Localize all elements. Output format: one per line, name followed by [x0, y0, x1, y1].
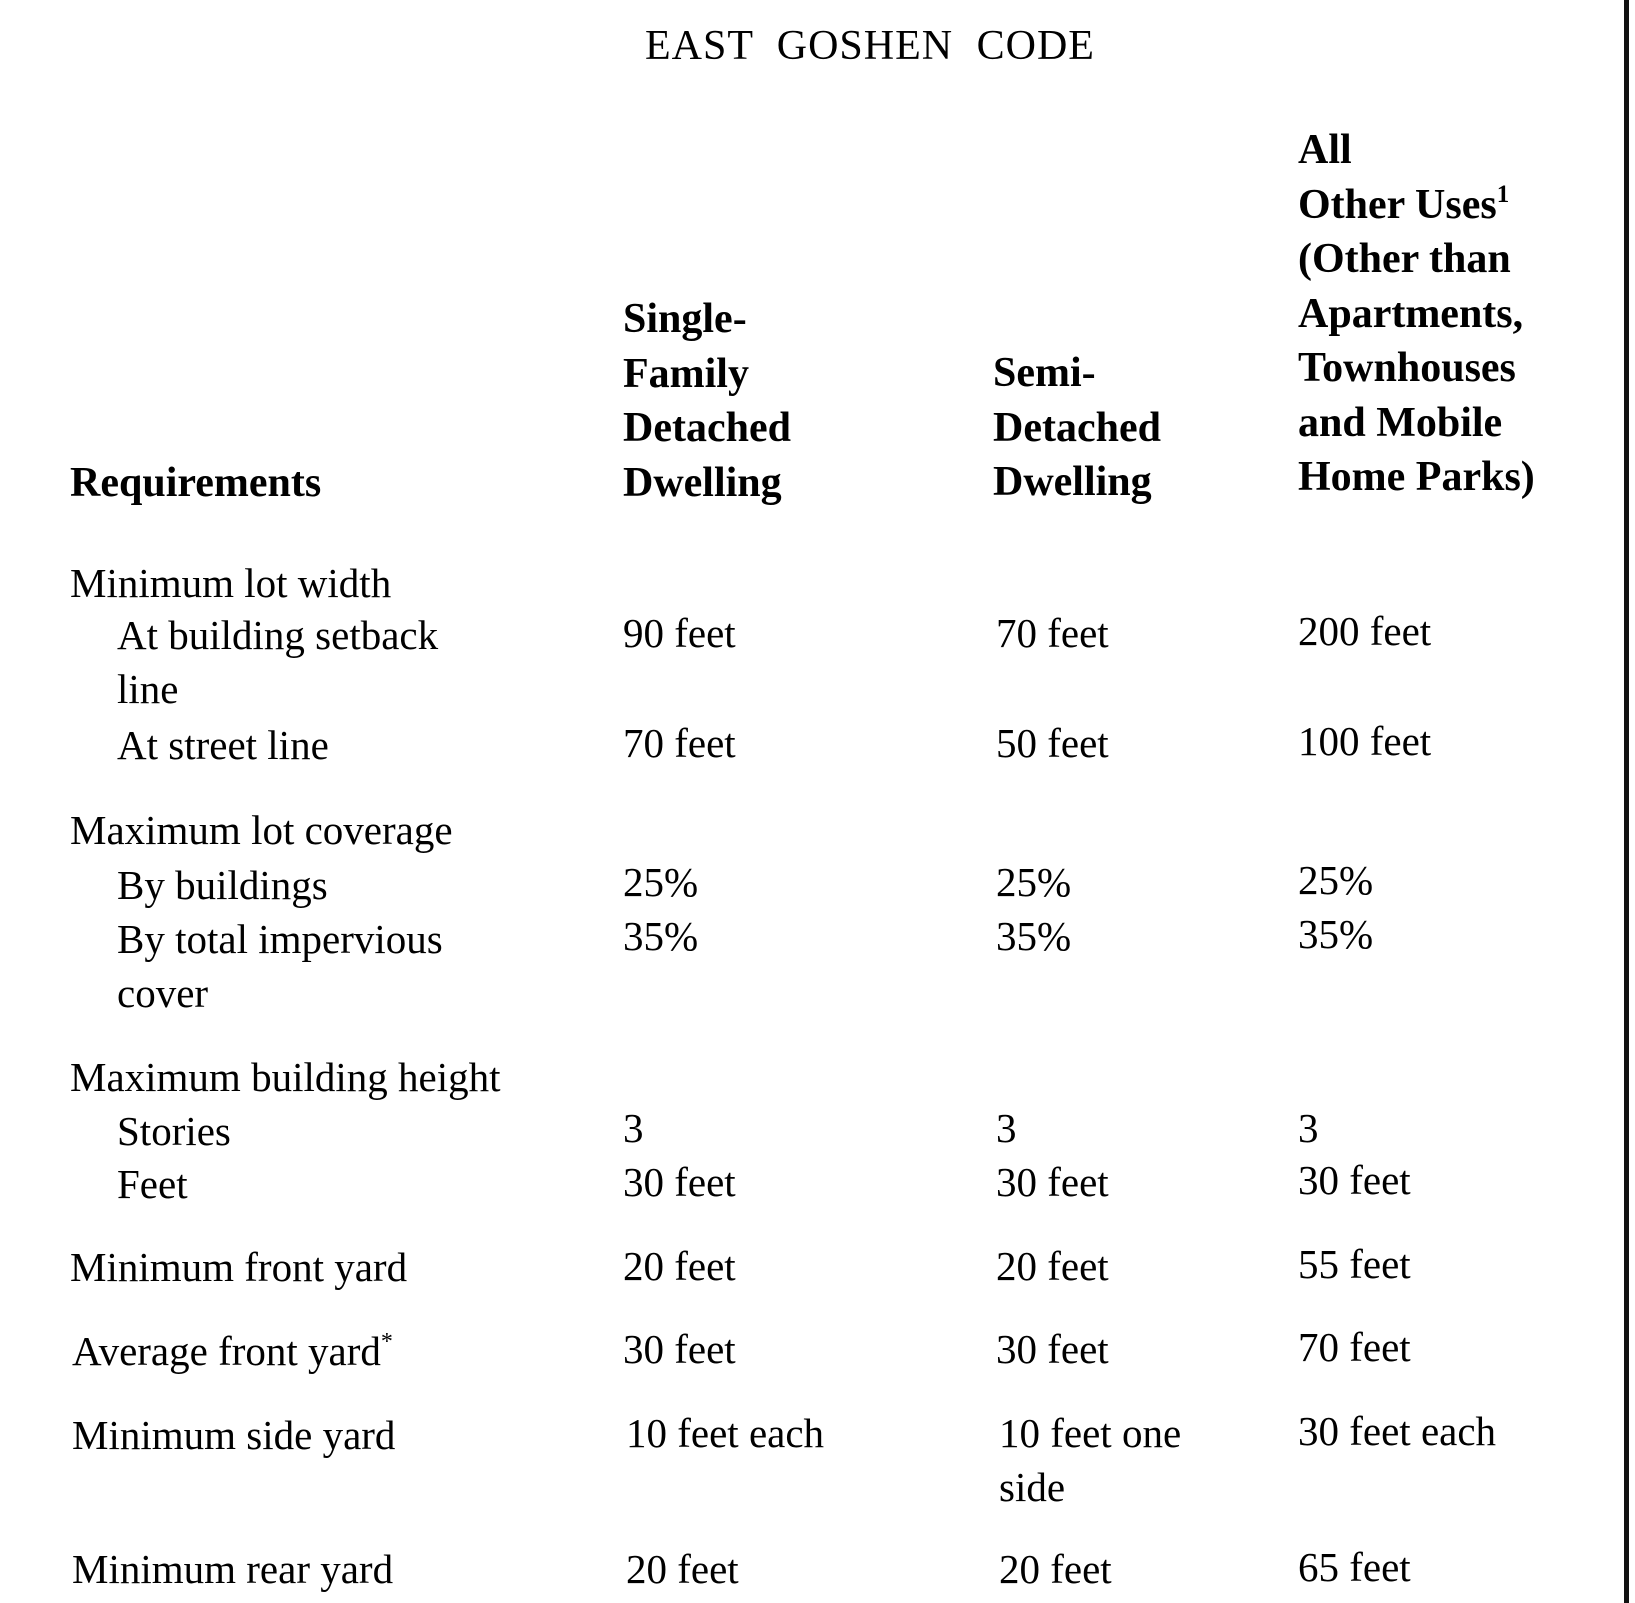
cell-impervious-other: 35% — [1298, 911, 1374, 957]
footnote-marker-asterisk: * — [380, 1329, 393, 1355]
row-label-side-yard: Minimum side yard — [72, 1412, 396, 1458]
row-label-setback-line-1: At building setback — [117, 612, 439, 658]
header-all-other-uses-main: All Other Uses — [1298, 127, 1497, 228]
cell-buildings-other: 25% — [1298, 857, 1374, 903]
cell-stories-single: 3 — [623, 1105, 644, 1151]
cell-avg-front-other: 70 feet — [1298, 1324, 1411, 1370]
row-label-stories: Stories — [117, 1108, 231, 1154]
cell-setback-other: 200 feet — [1298, 608, 1432, 654]
cell-avg-front-single: 30 feet — [623, 1326, 736, 1372]
cell-street-single: 70 feet — [623, 720, 736, 766]
header-all-other-uses-qualifier: (Other than Apartments, Townhouses and Mobile Home Parks) — [1298, 236, 1535, 500]
cell-stories-other: 3 — [1298, 1105, 1319, 1151]
cell-stories-semi: 3 — [996, 1105, 1017, 1151]
row-label-min-front-yard: Minimum front yard — [70, 1244, 408, 1290]
row-label-street-line: At street line — [117, 722, 329, 768]
cell-side-semi-line-1: 10 feet one — [999, 1410, 1182, 1456]
row-label-building-height: Maximum building height — [70, 1054, 501, 1100]
cell-side-other: 30 feet each — [1298, 1408, 1497, 1454]
cell-rear-semi: 20 feet — [999, 1546, 1112, 1592]
cell-avg-front-semi: 30 feet — [996, 1326, 1109, 1372]
cell-side-single: 10 feet each — [626, 1410, 825, 1456]
cell-buildings-semi: 25% — [996, 859, 1072, 905]
row-label-impervious-line-2: cover — [117, 970, 209, 1016]
cell-setback-single: 90 feet — [623, 610, 736, 656]
footnote-marker-1: 1 — [1496, 180, 1510, 208]
cell-buildings-single: 25% — [623, 859, 699, 905]
header-requirements: Requirements — [70, 460, 322, 506]
row-label-avg-front-yard — [72, 1324, 393, 1378]
cell-min-front-semi: 20 feet — [996, 1243, 1109, 1289]
cell-min-front-other: 55 feet — [1298, 1241, 1411, 1287]
row-label-impervious-line-1: By total impervious — [117, 916, 443, 962]
row-label-setback-line-2: line — [117, 666, 179, 712]
cell-rear-single: 20 feet — [626, 1546, 739, 1592]
cell-feet-single: 30 feet — [623, 1159, 736, 1205]
row-label-by-buildings: By buildings — [117, 862, 328, 908]
row-label-lot-coverage: Maximum lot coverage — [70, 807, 453, 853]
cell-setback-semi: 70 feet — [996, 610, 1109, 656]
cell-rear-other: 65 feet — [1298, 1544, 1411, 1590]
cell-street-other: 100 feet — [1298, 718, 1432, 764]
header-all-other-uses — [1298, 123, 1535, 505]
document-title: EAST GOSHEN CODE — [645, 23, 1095, 69]
row-label-rear-yard: Minimum rear yard — [72, 1546, 394, 1592]
cell-impervious-single: 35% — [623, 913, 699, 959]
cell-street-semi: 50 feet — [996, 720, 1109, 766]
cell-feet-semi: 30 feet — [996, 1159, 1109, 1205]
page-edge-border — [1624, 0, 1629, 1603]
header-semi-detached: Semi- Detached Dwelling — [993, 350, 1161, 505]
row-label-avg-front-yard-text: Average front yard — [72, 1328, 381, 1374]
cell-min-front-single: 20 feet — [623, 1243, 736, 1289]
cell-side-semi-line-2: side — [999, 1464, 1066, 1510]
row-label-lot-width: Minimum lot width — [70, 560, 392, 606]
cell-feet-other: 30 feet — [1298, 1157, 1411, 1203]
header-single-family-detached: Single- Family Detached Dwelling — [623, 296, 791, 506]
cell-impervious-semi: 35% — [996, 913, 1072, 959]
row-label-feet: Feet — [117, 1161, 188, 1207]
